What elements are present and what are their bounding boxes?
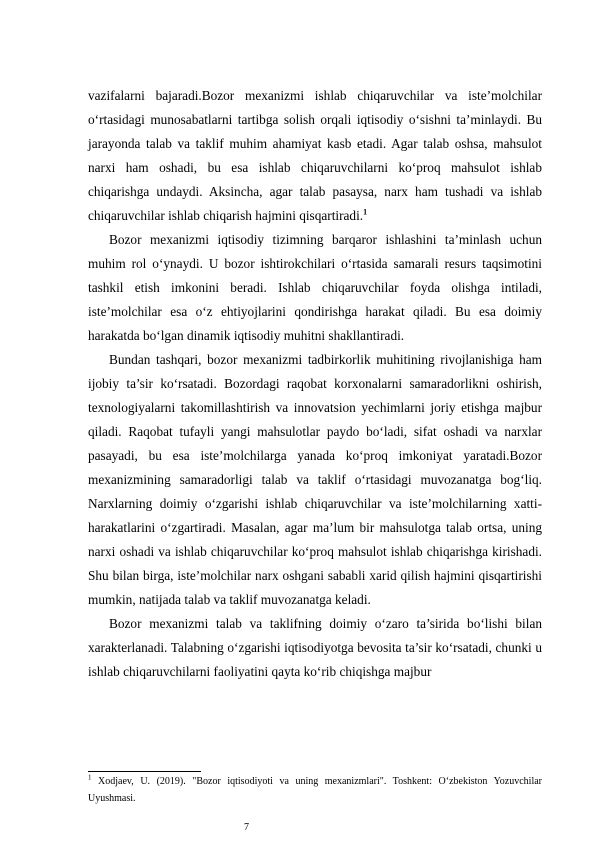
- paragraph-2: Bozor mexanizmi iqtisodiy tizimning barqaror ishlashini ta’minlash uchun muhim rol o‘ynaydi. U bozor ishtirokchilari o‘rtasida samarali resurs taqsimotini tashkil etish imkonini beradi. Ishlab chiqaruvchilar foyda olishga intiladi, iste’molchilar esa o‘z ehtiyojlarini qondirishga harakat qiladi. Bu esa doimiy harakatda bo‘lgan dinamik iqtisodiy muhitni shakllantiradi.: [88, 232, 542, 343]
- paragraph-3: Bundan tashqari, bozor mexanizmi tadbirkorlik muhitining rivojlanishiga ham ijobiy ta’sir ko‘rsatadi. Bozordagi raqobat korxonalarni samaradorlikni oshirish, texnologiyalarni takomillashtirish va innovatsion yechimlarni joriy etishga majbur qiladi. Raqobat tufayli yangi mahsulotlar paydo bo‘ladi, sifat oshadi va narxlar pasayadi, bu esa iste’molchilarga yanada ko‘proq imkoniyat yaratadi.Bozor mexanizmining samaradorligi talab va taklif o‘rtasidagi muvozanatga bog‘liq. Narxlarning doimiy o‘zgarishi ishlab chiqaruvchilar va iste’molchilarning xatti-harakatlarini o‘zgartiradi. Masalan, agar ma’lum bir mahsulotga talab ortsa, uning narxi oshadi va ishlab chiqaruvchilar ko‘proq mahsulot ishlab chiqarishga kirishadi. Shu bilan birga, iste’molchilar narx oshgani sababli xarid qilish hajmini qisqartirishi mumkin, natijada talab va taklif muvozanatga keladi.: [88, 352, 542, 607]
- paragraph-1-text: vazifalarni bajaradi.Bozor mexanizmi ishlab chiqaruvchilar va iste’molchilar o‘rtasidagi munosabatlarni tartibga solish orqali iqtisodiy o‘sishni ta’minlaydi. Bu jarayonda talab va taklif muhim ahamiyat kasb etadi. Agar talab oshsa, mahsulot narxi ham oshadi, bu esa ishlab chiqaruvchilarni ko‘proq mahsulot ishlab chiqarishga undaydi. Aksincha, agar talab pasaysa, narx ham tushadi va ishlab chiqaruvchilar ishlab chiqarish hajmini qisqartiradi.: [88, 88, 542, 223]
- footnote: [88, 773, 542, 807]
- body-text: [88, 84, 542, 684]
- page-number: 7: [244, 822, 249, 833]
- paragraph-1: [88, 84, 542, 228]
- paragraph-4: Bozor mexanizmi talab va taklifning doimiy o‘zaro ta’sirida bo‘lishi bilan xarakterlanadi. Talabning o‘zgarishi iqtisodiyotga bevosita ta’sir ko‘rsatadi, chunki u ishlab chiqaruvchilarni faoliyatini qayta ko‘rib chiqishga majbur: [88, 616, 542, 679]
- footnote-reference[interactable]: 1: [363, 207, 368, 217]
- footnote-text: Xodjaev, U. (2019). "Bozor iqtisodiyoti va uning mexanizmlari". Toshkent: O‘zbekiston Yozuvchilar Uyushmasi.: [88, 776, 542, 804]
- footnote-separator: [88, 771, 201, 772]
- footnote-marker: 1: [88, 773, 92, 782]
